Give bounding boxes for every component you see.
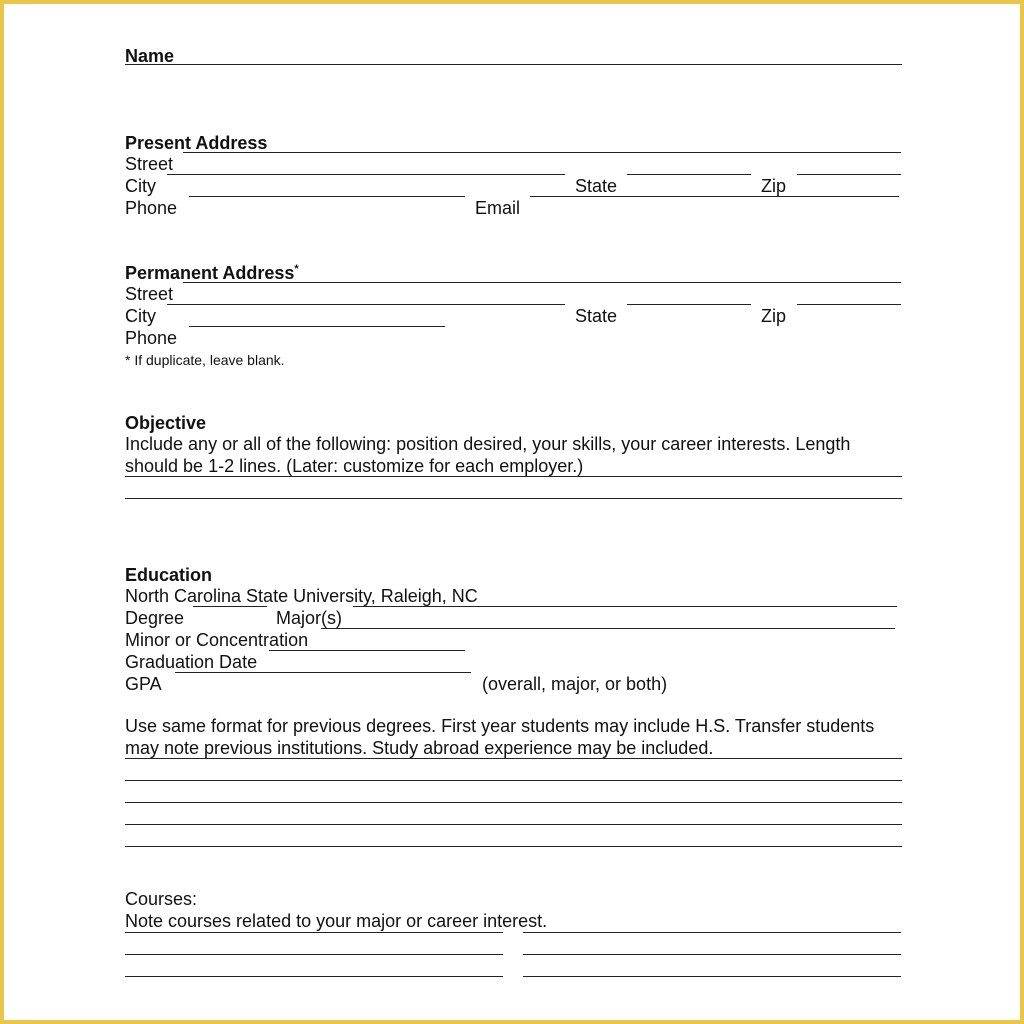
permanent-address-heading — [125, 263, 299, 284]
present-street-label: Street — [125, 154, 174, 174]
resume-form-page — [4, 4, 1020, 1020]
permanent-city-field[interactable] — [167, 304, 565, 305]
present-state-label: State — [575, 176, 618, 196]
permanent-street-label: Street — [125, 284, 174, 304]
courses-heading: Courses: — [125, 889, 198, 909]
present-city-field[interactable] — [167, 174, 565, 175]
present-state-field[interactable] — [627, 174, 751, 175]
major-field[interactable] — [353, 606, 897, 607]
permanent-phone-label: Phone — [125, 328, 178, 348]
permanent-asterisk: * — [294, 263, 299, 275]
duplicate-note: * If duplicate, leave blank. — [125, 352, 285, 368]
graduation-date-field[interactable] — [269, 650, 465, 651]
present-email-field[interactable] — [530, 196, 899, 197]
education-extra-field-2[interactable] — [125, 780, 902, 781]
course-field-right-2[interactable] — [523, 954, 901, 955]
present-street-field[interactable] — [183, 152, 901, 153]
present-phone-field[interactable] — [189, 196, 465, 197]
gpa-label: GPA — [125, 674, 162, 694]
degree-label: Degree — [125, 608, 185, 628]
permanent-address-heading-text: Permanent Address — [125, 263, 295, 283]
objective-field-2[interactable] — [125, 498, 902, 499]
course-field-right-1[interactable] — [523, 932, 901, 933]
course-field-left-3[interactable] — [125, 976, 503, 977]
name-heading: Name — [125, 46, 175, 66]
present-email-label: Email — [475, 198, 521, 218]
degree-field[interactable] — [193, 606, 267, 607]
present-zip-field[interactable] — [797, 174, 901, 175]
courses-note: Note courses related to your major or career interest. — [125, 911, 548, 931]
gpa-note: (overall, major, or both) — [482, 674, 668, 694]
objective-instructions-line1: Include any or all of the following: position desired, your skills, your career interests. Length — [125, 434, 851, 454]
objective-instructions-line2: should be 1-2 lines. (Later: customize for each employer.) — [125, 456, 584, 476]
permanent-street-field[interactable] — [183, 282, 901, 283]
major-label: Major(s) — [276, 608, 342, 628]
education-extra-field-3[interactable] — [125, 802, 902, 803]
permanent-zip-field[interactable] — [797, 304, 901, 305]
present-city-label: City — [125, 176, 156, 196]
permanent-state-field[interactable] — [627, 304, 751, 305]
permanent-state-label: State — [575, 306, 618, 326]
minor-field[interactable] — [321, 628, 895, 629]
minor-label: Minor or Concentration — [125, 630, 309, 650]
course-field-right-3[interactable] — [523, 976, 901, 977]
education-extra-field-4[interactable] — [125, 824, 902, 825]
education-extra-field-5[interactable] — [125, 846, 902, 847]
permanent-zip-label: Zip — [761, 306, 787, 326]
education-heading: Education — [125, 565, 213, 585]
course-field-left-2[interactable] — [125, 954, 503, 955]
permanent-city-label: City — [125, 306, 156, 326]
objective-heading: Objective — [125, 413, 207, 433]
present-zip-label: Zip — [761, 176, 787, 196]
gpa-field[interactable] — [175, 672, 471, 673]
permanent-phone-field[interactable] — [189, 326, 445, 327]
name-field[interactable] — [125, 64, 902, 65]
education-note-line2: may note previous institutions. Study abroad experience may be included. — [125, 738, 714, 758]
graduation-date-label: Graduation Date — [125, 652, 258, 672]
objective-field-1[interactable] — [125, 476, 902, 477]
present-phone-label: Phone — [125, 198, 178, 218]
present-address-heading: Present Address — [125, 133, 268, 153]
education-extra-field-1[interactable] — [125, 758, 902, 759]
school-name: North Carolina State University, Raleigh, NC — [125, 586, 478, 606]
course-field-left-1[interactable] — [125, 932, 503, 933]
education-note-line1: Use same format for previous degrees. First year students may include H.S. Transfer students — [125, 716, 875, 736]
